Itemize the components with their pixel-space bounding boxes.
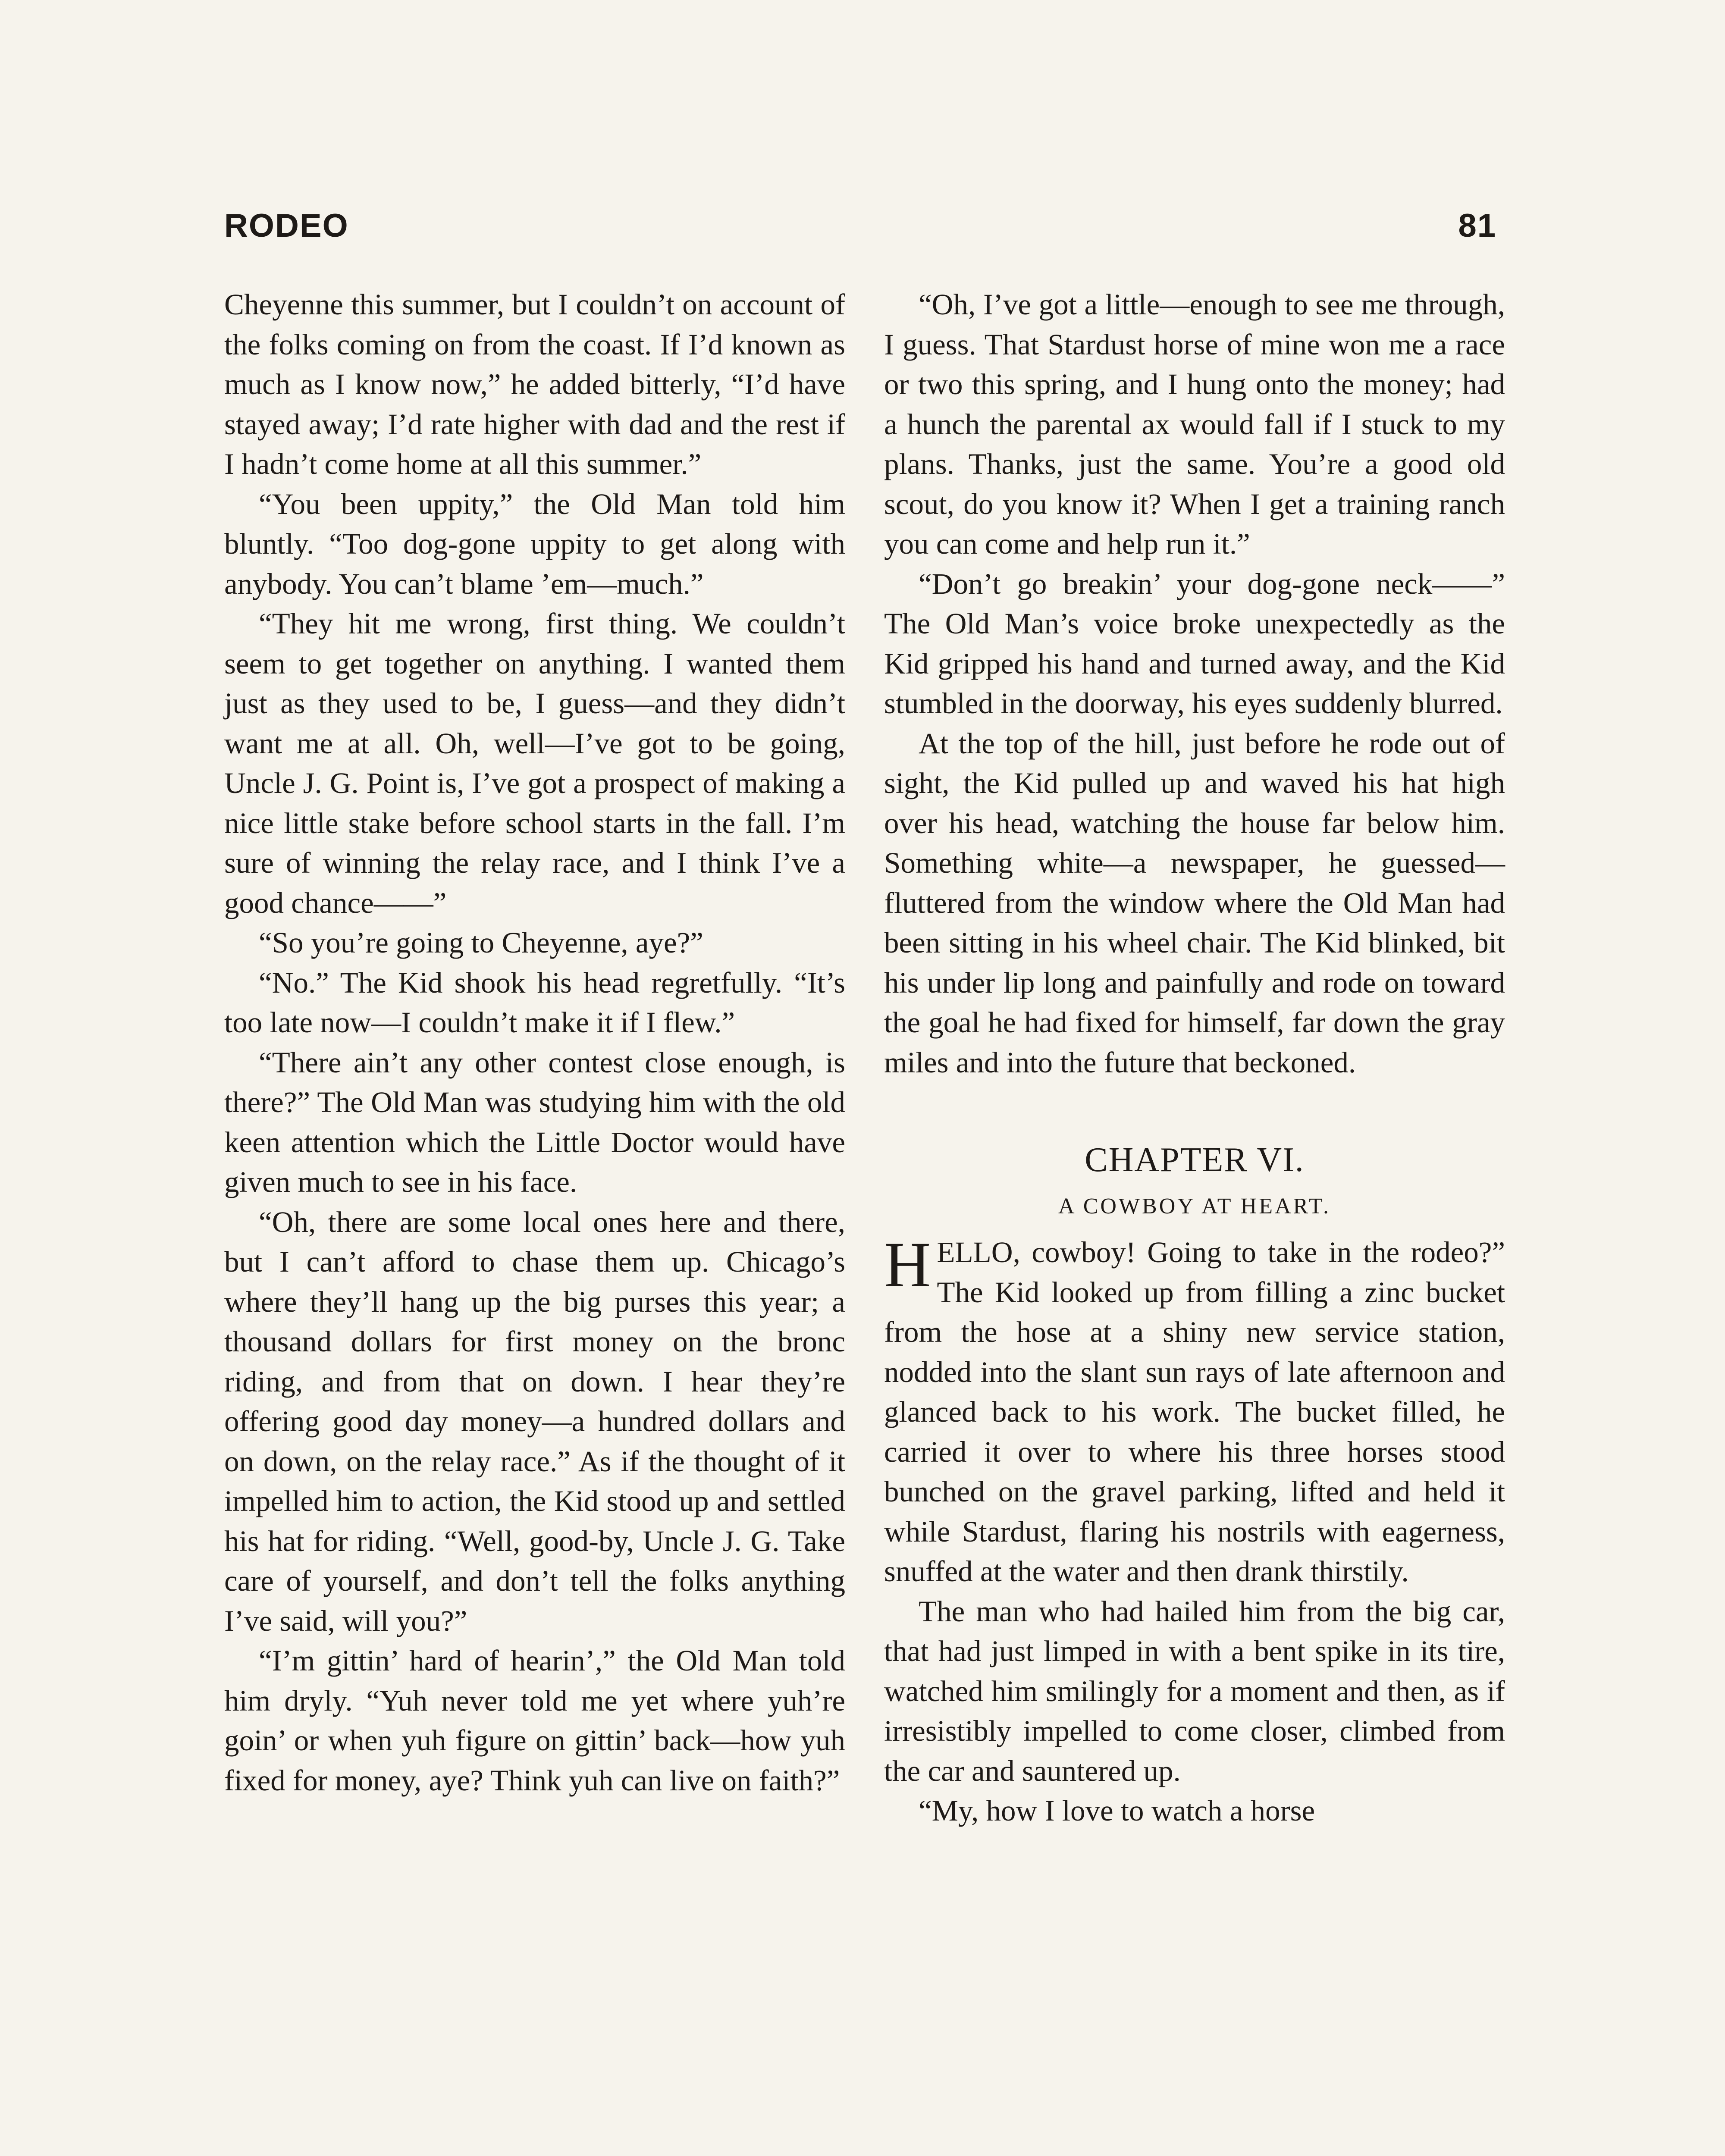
paragraph: “So you’re going to Cheyenne, aye?”	[259, 926, 703, 959]
paragraph: “My, how I love to watch a horse	[919, 1794, 1315, 1827]
right-column	[884, 285, 1505, 1831]
paragraph: “Don’t go breakin’ your dog-gone neck——” The Old Man’s voice broke unexpectedly as the Kid gripped his hand and turned away, and the Kid stumbled in the doorway, his eyes suddenly blurred.	[884, 567, 1505, 720]
paragraph: “No.” The Kid shook his head regretfully. “It’s too late now—I couldn’t make it if I flew.”	[224, 966, 845, 1039]
chapter-subtitle: A COWBOY AT HEART.	[1058, 1194, 1331, 1219]
paragraph: “They hit me wrong, first thing. We couldn’t seem to get together on anything. I wanted them just as they used to be, I guess—and they didn’t want me at all. Oh, well—I’ve got to be going, Uncle J. G. Point is, I’ve got a prospect of making a nice little stake before school starts in the fall. I’m sure of winning the relay race, and I think I’ve a good chance——”	[224, 607, 845, 919]
paragraph: At the top of the hill, just before he rode out of sight, the Kid pulled up and waved his hat high over his head, watching the house far below him. Something white—a newspaper, he guessed—fluttered from the window where the Old Man had been sitting in his wheel chair. The Kid blinked, bit his under lip long and painfully and rode on toward the goal he had fixed for himself, far down the gray miles and into the future that beckoned.	[884, 727, 1505, 1079]
page-number: 81	[1458, 207, 1496, 244]
paragraph: Cheyenne this summer, but I couldn’t on account of the folks coming on from the coast. If I’d known as much as I know now,” he added bitterly, “I’d have stayed away; I’d rate higher with dad and the rest if I hadn’t come home at all this summer.”	[224, 288, 845, 480]
page-header	[224, 207, 1496, 259]
paragraph: The man who had hailed him from the big car, that had just limped in with a bent spike in its tire, watched him smilingly for a moment and then, as if irresistibly impelled to come closer, climbed from the car and sauntered up.	[884, 1595, 1505, 1787]
paragraph: “Oh, I’ve got a little—enough to see me through, I guess. That Stardust horse of mine won me a race or two this spring, and I hung onto the money; had a hunch the parental ax would fall if I stuck to my plans. Thanks, just the same. You’re a good old scout, do you know it? When I get a training ranch you can come and help run it.”	[884, 288, 1505, 560]
paragraph: “You been uppity,” the Old Man told him bluntly. “Too dog-gone uppity to get along with anybody. You can’t blame ’em—much.”	[224, 487, 845, 600]
running-head: RODEO	[224, 207, 349, 244]
opening-text: ELLO, cowboy! Going to take in the rodeo?” The Kid looked up from filling a zinc bucket from the hose at a shiny new service station, nodded into the slant sun rays of late afternoon and glanced back to his work. The bucket filled, he carried it over to where his three horses stood bunched on the gravel parking, lifted and held it while Stardust, flaring his nostrils with eagerness, snuffed at the water and then drank thirstily.	[884, 1236, 1505, 1588]
chapter-opening-paragraph	[884, 1229, 1505, 1592]
chapter-title: CHAPTER VI.	[1085, 1141, 1305, 1179]
drop-cap: H	[884, 1229, 931, 1300]
paragraph: “There ain’t any other contest close enough, is there?” The Old Man was studying him with the old keen attention which the Little Doctor would have given much to see in his face.	[224, 1046, 845, 1198]
paragraph: “I’m gittin’ hard of hearin’,” the Old Man told him dryly. “Yuh never told me yet where yuh’re goin’ or when yuh figure on gittin’ back—how yuh fixed for money, aye? Think yuh can live on faith?”	[224, 1644, 845, 1797]
left-column	[224, 285, 845, 1800]
paragraph: “Oh, there are some local ones here and there, but I can’t afford to chase them up. Chicago’s where they’ll hang up the big purses this year; a thousand dollars for first money on the bronc riding, and from that on down. I hear they’re offering good day money—a hundred dollars and on down, on the relay race.” As if the thought of it impelled him to action, the Kid stood up and settled his hat for riding. “Well, good-by, Uncle J. G. Take care of yourself, and don’t tell the folks anything I’ve said, will you?”	[224, 1205, 845, 1637]
